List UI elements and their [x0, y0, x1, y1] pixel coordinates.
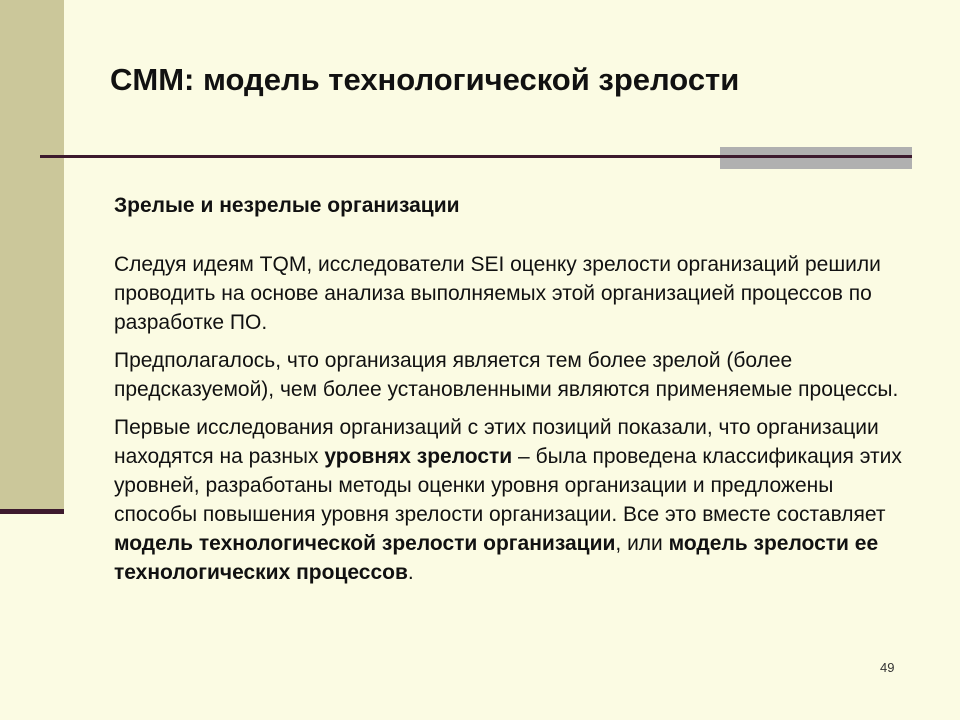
left-bar-underline: [0, 509, 64, 514]
paragraph-3-bold-2: модель технологической зрелости организации: [114, 532, 616, 555]
slide-title: CMM: модель технологической зрелости: [110, 62, 740, 97]
page-number: 49: [880, 660, 895, 675]
slide-body: [114, 250, 904, 596]
paragraph-3-bold-3: модель зрелости ее технологических процессов: [114, 532, 879, 584]
paragraph-3-text-2: – была проведена классификация этих уровней, разработаны методы оценки уровня организации и предложены способы повышения уровня зрелости организации. Все это вместе составляет: [114, 445, 902, 526]
paragraph-1: Следуя идеям TQM, исследователи SEI оценку зрелости организаций решили проводить на основе анализа выполняемых этой организацией процессов по разработке ПО.: [114, 253, 881, 334]
slide-subtitle: Зрелые и незрелые организации: [114, 194, 460, 217]
paragraph-3-bold-1: уровнях зрелости: [324, 445, 513, 468]
paragraph-3-text-4: .: [407, 561, 414, 584]
left-decorative-bar: [0, 0, 64, 512]
paragraph-3-text-1: Первые исследования организаций с этих позиций показали, что организации находятся на разных: [114, 416, 879, 468]
paragraph-3: [114, 413, 904, 587]
paragraph-2: Предполагалось, что организация является тем более зрелой (более предсказуемой), чем более установленными являются применяемые процессы.: [114, 349, 899, 401]
title-divider-accent: [720, 147, 912, 169]
paragraph-3-text-3: , или: [615, 532, 669, 555]
title-divider-accent-line: [720, 155, 912, 158]
